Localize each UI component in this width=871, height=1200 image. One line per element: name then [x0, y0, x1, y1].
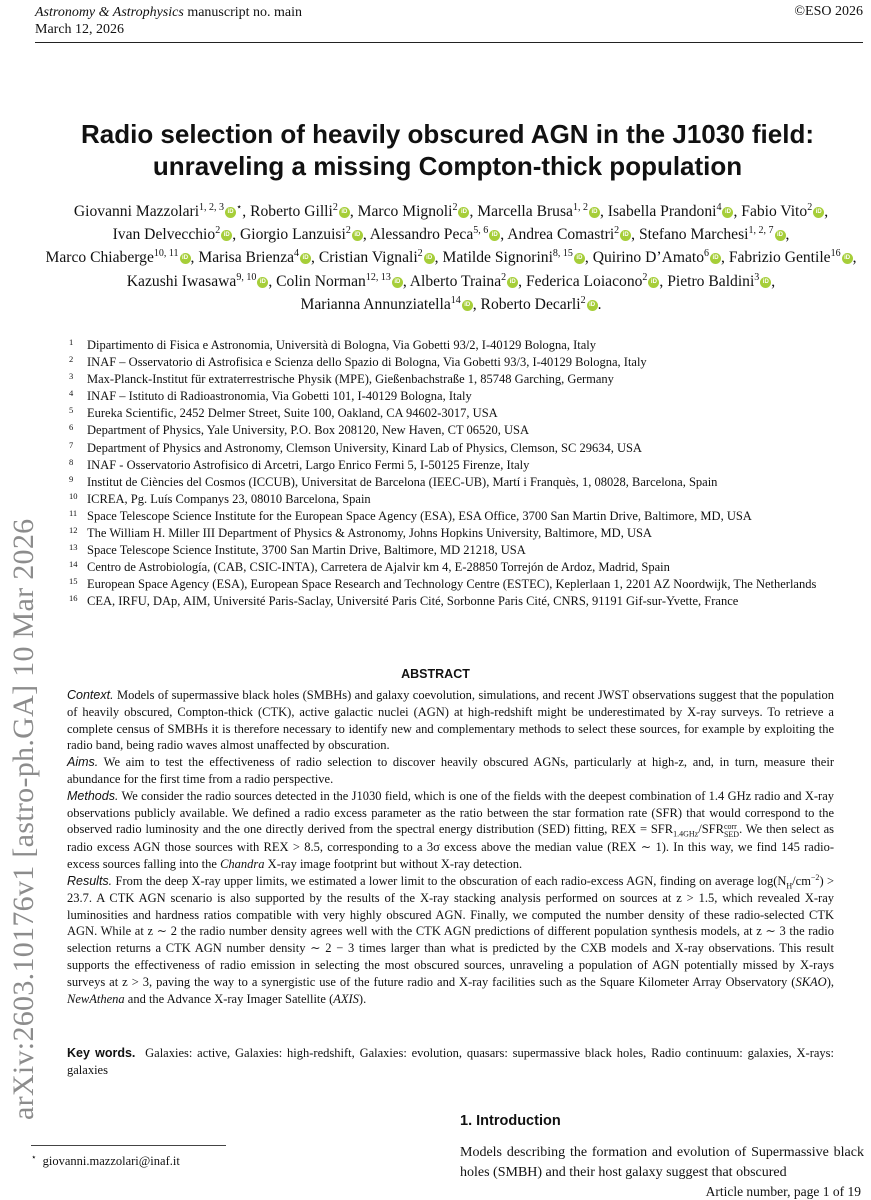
author-name: Colin Norman	[276, 272, 366, 290]
arxiv-stamp: arXiv:2603.10176v1 [astro-ph.GA] 10 Mar 2026	[7, 518, 40, 1120]
paper-title	[60, 118, 835, 182]
affiliation-item	[58, 508, 848, 525]
affiliation-item	[58, 354, 848, 371]
methods-subscript: 1.4GHz	[673, 829, 699, 839]
author-name: Stefano Marchesi	[638, 226, 749, 244]
methods-label: Methods.	[67, 788, 119, 803]
author-name: Marianna Annunziatella	[300, 295, 451, 313]
author-affiliation-marks: 12, 13	[365, 271, 391, 283]
affiliation-text: Institut de Ciències del Cosmos (ICCUB), Universitat de Barcelona (IEEC-UB), Martí i Franquès, 1, 08028, Barcelona, Spain	[87, 474, 718, 489]
author-name: Marco Chiaberge	[45, 249, 154, 267]
author-affiliation-marks: 2	[580, 294, 586, 306]
author-affiliation-marks: 2	[345, 225, 351, 237]
author-name: Fabio Vito	[741, 203, 808, 220]
running-header	[35, 4, 302, 38]
author	[198, 249, 311, 266]
orcid-icon[interactable]: iD	[458, 207, 469, 218]
author	[729, 249, 853, 266]
author-affiliation-marks: 2	[642, 271, 648, 283]
affiliation-number: 2	[69, 354, 74, 365]
methods-superscript: corr	[723, 822, 737, 832]
author-affiliation-marks: 2	[215, 225, 221, 237]
orcid-icon[interactable]: iD	[722, 207, 733, 218]
author-name: Isabella Prandoni	[607, 203, 717, 220]
intro-text: Models describing the formation and evolution of Supermassive black holes (SMBH) and their host galaxy suggest that obscured	[460, 1145, 864, 1180]
author-affiliation-marks: 5, 6	[473, 225, 489, 237]
author	[240, 226, 363, 243]
footnote-mark: ⋆	[31, 1152, 37, 1162]
affiliation-text: The William H. Miller III Department of Physics & Astronomy, Johns Hopkins University, Baltimore, MD, USA	[87, 526, 652, 541]
abstract-context	[67, 687, 834, 754]
affiliation-item	[58, 593, 848, 610]
chandra-term: Chandra	[220, 857, 265, 872]
affiliation-text: Department of Physics and Astronomy, Clemson University, Kinard Lab of Physics, Clemson, SC 29634, USA	[87, 440, 642, 455]
affiliation-item	[58, 457, 848, 474]
affiliation-list	[58, 337, 848, 611]
affiliation-number: 4	[69, 388, 74, 399]
corresponding-author-mark: ⋆	[236, 202, 243, 213]
axis-term: AXIS	[333, 991, 359, 1006]
header-rule	[35, 42, 863, 43]
affiliation-number: 10	[69, 490, 78, 501]
affiliation-text: Dipartimento di Fisica e Astronomia, Università di Bologna, Via Gobetti 93/2, I-40129 Bologna, Italy	[87, 338, 597, 352]
results-text-2: /cm	[792, 873, 811, 888]
author-affiliation-marks: 2	[614, 225, 620, 237]
author	[276, 273, 403, 290]
author-name: Marisa Brienza	[198, 249, 295, 267]
author-name: Federica Loiacono	[525, 272, 643, 290]
copyright: ©ESO 2026	[794, 4, 863, 19]
author	[301, 296, 473, 313]
author	[477, 203, 600, 220]
author-name: Pietro Baldini	[667, 272, 755, 290]
author	[639, 226, 786, 243]
affiliation-item	[58, 337, 848, 354]
author-name: Fabrizio Gentile	[728, 249, 831, 267]
nh-subscript: H	[786, 881, 793, 891]
methods-text-slash: /SFR	[698, 822, 724, 837]
orcid-icon[interactable]: iD	[489, 230, 500, 241]
author	[410, 273, 518, 290]
author-name: Kazushi Iwasawa	[126, 272, 237, 290]
journal-name: Astronomy & Astrophysics	[35, 5, 184, 20]
affiliation-item	[58, 525, 848, 542]
author-affiliation-marks: 1, 2	[572, 202, 588, 213]
affiliation-item	[58, 440, 848, 457]
orcid-icon[interactable]: iD	[339, 207, 350, 218]
affiliation-number: 14	[69, 559, 78, 570]
affiliation-text: Department of Physics, Yale University, P.O. Box 208120, New Haven, CT 06520, USA	[87, 423, 529, 438]
header-date: March 12, 2026	[35, 22, 125, 37]
author-name: Andrea Comastri	[507, 226, 615, 244]
orcid-icon[interactable]: iD	[587, 300, 598, 311]
author-name: Giorgio Lanzuisi	[239, 226, 346, 244]
context-label: Context.	[67, 688, 114, 702]
author-name: Matilde Signorini	[442, 249, 553, 267]
author	[46, 249, 191, 266]
abstract-body	[67, 687, 834, 1007]
affiliation-text: Space Telescope Science Institute, 3700 San Martin Drive, Baltimore, MD 21218, USA	[87, 543, 526, 558]
orcid-icon[interactable]: iD	[225, 207, 236, 218]
author	[319, 249, 435, 266]
context-text: Models of supermassive black holes (SMBHs) and galaxy coevolution, simulations, and recent JWST observations suggest that the population of heavily obscured, Compton-thick (CTK), active galactic nuclei (AGN) at high-redshift might be underestimated by X-ray surveys. To retrieve a complete census of SMBHs it is therefore necessary to identify new and complementary methods to select these sources, for example by exploiting the radio band, being radio waves almost unaffected by obscuration.	[67, 688, 835, 753]
affiliation-item	[58, 559, 848, 576]
author-affiliation-marks: 2	[417, 248, 423, 260]
author-name: Giovanni Mazzolari	[73, 203, 200, 220]
affiliation-text: Space Telescope Science Institute for the European Space Agency (ESA), ESA Office, 3700 San Martin Drive, Baltimore, MD, USA	[87, 508, 752, 523]
author	[127, 273, 269, 290]
author-name: Marcella Brusa	[477, 203, 573, 220]
affiliation-item	[58, 474, 848, 491]
orcid-icon[interactable]: iD	[221, 230, 232, 241]
methods-subscript-sed: SED	[723, 830, 740, 840]
affiliation-text: INAF – Istituto di Radioastronomia, Via Gobetti 101, I-40129 Bologna, Italy	[87, 389, 472, 404]
affiliation-number: 13	[69, 542, 78, 553]
affiliation-item	[58, 576, 848, 593]
author-affiliation-marks: 2	[501, 271, 507, 283]
author	[74, 203, 242, 220]
aims-text: We aim to test the effectiveness of radio selection to discover heavily obscured AGNs, particularly at high-z, and, in turn, measure their abundance for the first time from a radio perspective.	[67, 755, 834, 786]
affiliation-text: INAF – Osservatorio di Astrofisica e Scienza dello Spazio di Bologna, Via Gobetti 93/3, I-40129 Bologna, Italy	[87, 355, 647, 370]
section-heading: 1. Introduction	[460, 1113, 561, 1129]
title-line-1: Radio selection of heavily obscured AGN in the J1030 field:	[80, 119, 814, 149]
orcid-icon[interactable]: iD	[813, 207, 824, 218]
abstract-results	[67, 873, 834, 1007]
email-link[interactable]: giovanni.mazzolari@inaf.it	[42, 1154, 180, 1169]
affiliation-item	[58, 422, 848, 439]
author-affiliation-marks: 2	[332, 202, 338, 213]
affiliation-text: CEA, IRFU, DAp, AIM, Université Paris-Saclay, Université Paris Cité, Sorbonne Paris Cité, CNRS, 91191 Gif-sur-Yvette, France	[87, 594, 739, 609]
affiliation-number: 1	[69, 337, 74, 347]
title-line-2: unraveling a missing Compton-thick population	[152, 151, 743, 181]
author	[442, 249, 584, 266]
results-text-1: From the deep X-ray upper limits, we estimated a lower limit to the obscuration of each radio-excess AGN, finding on average log(N	[115, 873, 787, 888]
affiliation-number: 7	[69, 439, 74, 450]
footnote-rule	[31, 1145, 226, 1146]
affiliation-number: 15	[69, 576, 78, 587]
orcid-icon[interactable]: iD	[300, 253, 311, 264]
author-affiliation-marks: 1, 2, 3	[199, 202, 225, 213]
author	[526, 273, 659, 290]
author	[113, 226, 233, 243]
author-affiliation-marks: 4	[716, 202, 722, 213]
page-number: Article number, page 1 of 19	[705, 1184, 861, 1199]
affiliation-number: 12	[69, 525, 78, 536]
footnote	[31, 1152, 180, 1169]
orcid-icon[interactable]: iD	[352, 230, 363, 241]
author	[741, 203, 824, 220]
affiliation-item	[58, 371, 848, 388]
manuscript-number: manuscript no. main	[187, 5, 303, 20]
author-name: Cristian Vignali	[318, 249, 418, 267]
author-affiliation-marks: 2	[807, 202, 813, 213]
author	[250, 203, 350, 220]
author	[667, 273, 771, 290]
results-text-3: ) > 23.7. A CTK AGN scenario is also supported by the results of the X-ray stacking analysis performed on sources at z > 1.5, which revealed X-ray luminosities and hardness ratios compatible with very highly obscured AGN. Finally, we computed the number density of these radio-selected CTK AGN. While at z ∼ 2 the radio number density agrees well with the CTK AGN predictions of different population synthesis models, at z ∼ 3 the radio selection returns a CTK AGN number density ∼ 2 − 3 times larger than what is predicted by the CXB models and X-ray observations. This result supports the effectiveness of radio emission in selecting the most obscured sources, unraveling a population of AGN potentially missed by X-rays surveys at z > 3, paving the way to a synergistic use of the future radio and X-ray facilities such as the Square Kilometer Array Observatory (	[67, 873, 835, 989]
newathena-term: NewAthena	[67, 991, 125, 1006]
orcid-icon[interactable]: iD	[710, 253, 721, 264]
orcid-icon[interactable]: iD	[589, 207, 600, 218]
abstract-heading: ABSTRACT	[401, 667, 470, 681]
affiliation-item	[58, 491, 848, 508]
affiliation-number: 6	[69, 422, 74, 433]
author-name: Marco Mignoli	[357, 203, 453, 220]
affiliation-item	[58, 388, 848, 405]
author-name: Alessandro Peca	[369, 226, 474, 244]
abstract-methods	[67, 788, 834, 873]
results-label: Results.	[67, 873, 113, 888]
orcid-icon[interactable]: iD	[257, 277, 268, 288]
author	[608, 203, 734, 220]
author-affiliation-marks: 14	[450, 294, 461, 306]
orcid-icon[interactable]: iD	[180, 253, 191, 264]
affiliation-text: Max-Planck-Institut für extraterrestrische Physik (MPE), Gießenbachstraße 1, 85748 Garching, Germany	[87, 372, 614, 387]
affiliation-text: European Space Agency (ESA), European Space Research and Technology Centre (ESTEC), Keplerlaan 1, 2201 AZ Noordwijk, The Netherlands	[87, 577, 817, 592]
abstract-aims	[67, 754, 834, 788]
author-affiliation-marks: 9, 10	[236, 271, 257, 283]
author-affiliation-marks: 10, 11	[153, 248, 179, 260]
author-affiliation-marks: 16	[830, 248, 841, 260]
orcid-icon[interactable]: iD	[842, 253, 853, 264]
author-affiliation-marks: 6	[704, 248, 710, 260]
author-affiliation-marks: 1, 2, 7	[748, 225, 774, 237]
methods-text-1: We consider the radio sources detected in the J1030 field, which is one of the fields with the deepest combination of 1.4 GHz radio and X-ray observations publicly available. We defined a radio excess parameter as the ratio between the star formation rate (SFR) that would correspond to the observed radio luminosity and the one directly derived from the spectral energy distribution (SED) fitting, REX = SFR	[67, 788, 834, 837]
affiliation-number: 11	[69, 507, 78, 518]
affiliation-text: Eureka Scientific, 2452 Delmer Street, Suite 100, Oakland, CA 94602-3017, USA	[87, 406, 498, 421]
affiliation-item	[58, 542, 848, 559]
author	[370, 226, 501, 243]
affiliation-text: ICREA, Pg. Luís Companys 23, 08010 Barcelona, Spain	[87, 491, 371, 506]
author-affiliation-marks: 3	[754, 271, 760, 283]
affiliation-number: 3	[69, 371, 74, 382]
orcid-icon[interactable]: iD	[760, 277, 771, 288]
methods-text-2: . We then select as radio excess AGN those sources with REX > 8.5, corresponding to a 3σ excess above the median value (REX ∼ 1). In this way, we find 145 radio-excess sources falling into the	[67, 822, 834, 872]
skao-term: SKAO	[795, 974, 827, 989]
author-name: Ivan Delvecchio	[112, 226, 216, 244]
author	[593, 249, 721, 266]
author-affiliation-marks: 8, 15	[552, 248, 573, 260]
results-text-6: ).	[358, 991, 367, 1006]
orcid-icon[interactable]: iD	[462, 300, 473, 311]
results-text-4: ),	[826, 974, 834, 989]
orcid-icon[interactable]: iD	[424, 253, 435, 264]
orcid-icon[interactable]: iD	[574, 253, 585, 264]
author-name: Roberto Gilli	[250, 203, 333, 220]
keywords-text: Galaxies: active, Galaxies: high-redshift, Galaxies: evolution, quasars: supermassive black holes, Radio continuum: galaxies, X-rays: galaxies	[67, 1046, 835, 1077]
author	[358, 203, 470, 220]
affiliation-number: 5	[69, 405, 74, 416]
author	[507, 226, 631, 243]
author-list: Giovanni Mazzolari$^{1, 2, 3}$ iD ⋆, Roberto Gilli$^2$ iD , Marco Mignoli$^2$ iD , Marcella Brusa$^{1, 2}$ iD , Isabella Prandoni$^4$ iD , Fabio Vito$^2$ iD , Ivan Delvecchio$^2$ iD , Giorgio Lanzuisi$^2$ iD , Alessandro Peca$^{5, 6}$ iD , Andrea Comastri$^2$ iD , Stefano Marchesi$^{1, 2, 7}$ iD , Marco Chiaberge$^{10, 11}$ iD , Marisa Brienza$^4$ iD , Cristian Vignali$^2$ iD , Matilde Signorini$^{8, 15}$ iD , Quirino D’Amato$^6$ iD , Fabrizio Gentile$^{16}$ iD , Kazushi Iwasawa$^{9, 10}$ iD , Colin Norman$^{12, 13}$ iD , Alberto Traina$^2$ iD , Federica Loiacono$^2$ iD , Pietro Baldini$^3$ iD , Marianna Annunziatella$^{14}$ iD , Roberto Decarli$^2$ iD .	[45, 202, 857, 313]
affiliation-number: 16	[69, 593, 78, 604]
orcid-icon[interactable]: iD	[648, 277, 659, 288]
author-name: Alberto Traina	[409, 272, 502, 290]
keywords-label: Key words.	[67, 1046, 136, 1060]
aims-label: Aims.	[67, 755, 99, 770]
author	[481, 296, 598, 313]
keywords	[67, 1045, 834, 1079]
affiliation-text: Centro de Astrobiología, (CAB, CSIC-INTA), Carretera de Ajalvir km 4, E-28850 Torrejón de Ardoz, Madrid, Spain	[87, 560, 670, 575]
author-name: Roberto Decarli	[480, 295, 581, 313]
author-affiliation-marks: 2	[452, 202, 458, 213]
affiliation-text: INAF - Osservatorio Astrofisico di Arcetri, Largo Enrico Fermi 5, I-50125 Firenze, Italy	[87, 457, 530, 472]
author-affiliation-marks: 4	[294, 248, 300, 260]
orcid-icon[interactable]: iD	[775, 230, 786, 241]
results-exponent: −2	[810, 872, 820, 882]
author-name: Quirino D’Amato	[592, 249, 705, 267]
orcid-icon[interactable]: iD	[392, 277, 403, 288]
affiliation-number: 8	[69, 456, 74, 467]
results-text-5: and the Advance X-ray Imager Satellite (	[124, 991, 334, 1006]
methods-text-3: X-ray image footprint but without X-ray detection.	[264, 857, 523, 872]
affiliation-item	[58, 405, 848, 422]
orcid-icon[interactable]: iD	[620, 230, 631, 241]
affiliation-number: 9	[69, 473, 74, 484]
orcid-icon[interactable]: iD	[507, 277, 518, 288]
